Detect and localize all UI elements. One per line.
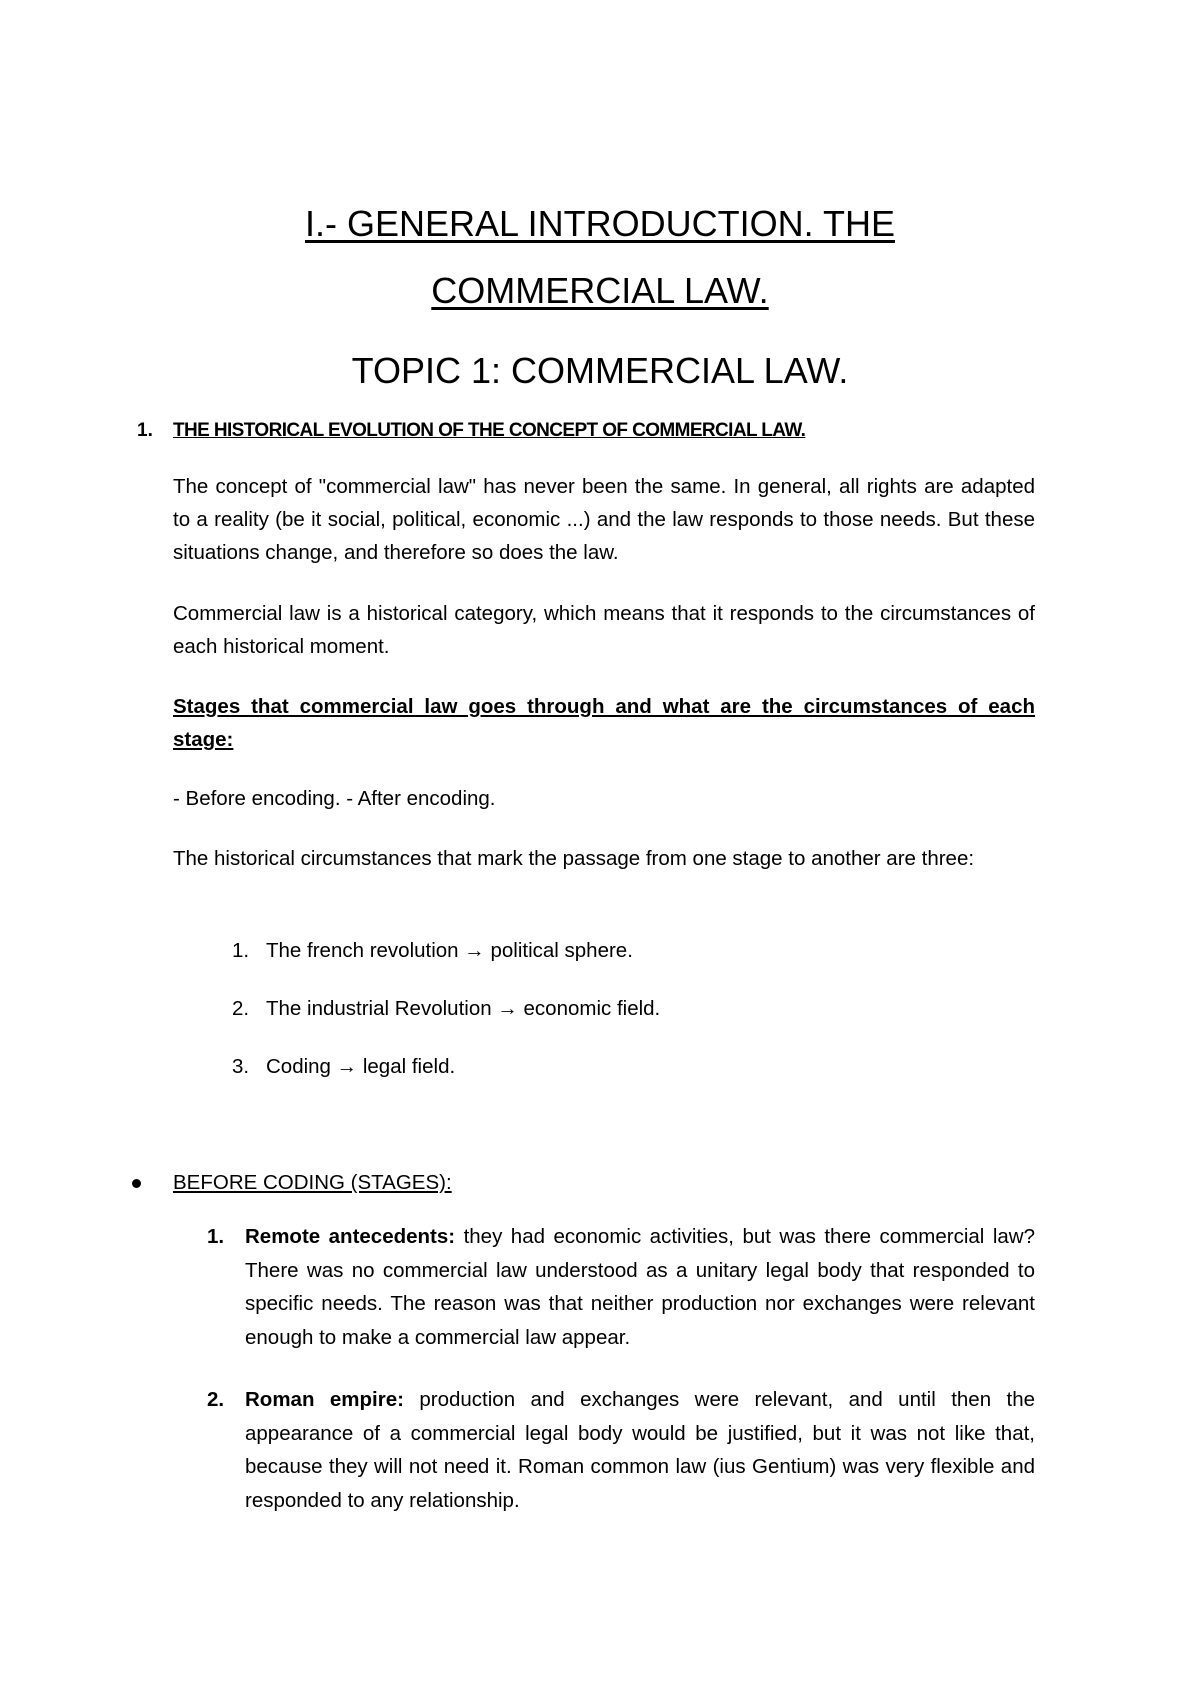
paragraph-historical-category: Commercial law is a historical category, which means that it responds to the circumstances of each historical moment.	[173, 602, 1035, 658]
paragraph-concept: The concept of "commercial law" has never been the same. In general, all rights are adapted to a reality (be it social, political, economic ...) and the law responds to those needs. But these situations change, and therefore so does the law.	[173, 475, 1035, 564]
bullet-icon	[132, 1179, 141, 1188]
stage-body	[245, 1220, 1035, 1354]
list-item-number: 1.	[232, 939, 250, 962]
stage-number: 2.	[207, 1388, 225, 1411]
before-after-line: - Before encoding. - After encoding.	[173, 787, 496, 810]
stage-lead: Remote antecedents:	[245, 1225, 456, 1248]
list-item-text: The french revolution → political sphere.	[266, 939, 633, 962]
paragraph-circumstances: The historical circumstances that mark the passage from one stage to another are three:	[173, 847, 975, 870]
section-heading: THE HISTORICAL EVOLUTION OF THE CONCEPT OF COMMERCIAL LAW.	[173, 420, 806, 441]
before-coding-heading: BEFORE CODING (STAGES):	[173, 1171, 452, 1194]
stages-heading: Stages that commercial law goes through and what are the circumstances of each stage:	[173, 695, 1035, 751]
stage-text: production and exchanges were relevant, and until then the appearance of a commercial legal body would be justified, but it was not like that, because they will not need it. Roman common law (ius Gentium) was very flexible and responded to any relationship.	[245, 1388, 1036, 1512]
list-item-number: 3.	[232, 1055, 250, 1078]
stage-text: they had economic activities, but was there commercial law? There was no commercial law understood as a unitary legal body that responded to specific needs. The reason was that neither production nor exchanges were relevant enough to make a commercial law appear.	[245, 1225, 1035, 1349]
list-item-text: The industrial Revolution → economic field.	[266, 997, 661, 1020]
list-item-number: 2.	[232, 997, 250, 1020]
stage-number: 1.	[207, 1225, 225, 1248]
stage-body	[245, 1383, 1035, 1517]
document-title-line-1: I.- GENERAL INTRODUCTION. THE	[304, 203, 896, 244]
list-item-text: Coding → legal field.	[266, 1055, 456, 1078]
stage-lead: Roman empire:	[245, 1388, 404, 1411]
topic-title: TOPIC 1: COMMERCIAL LAW.	[351, 350, 849, 391]
document-title-line-2: COMMERCIAL LAW.	[431, 270, 769, 311]
section-number: 1.	[137, 420, 153, 441]
